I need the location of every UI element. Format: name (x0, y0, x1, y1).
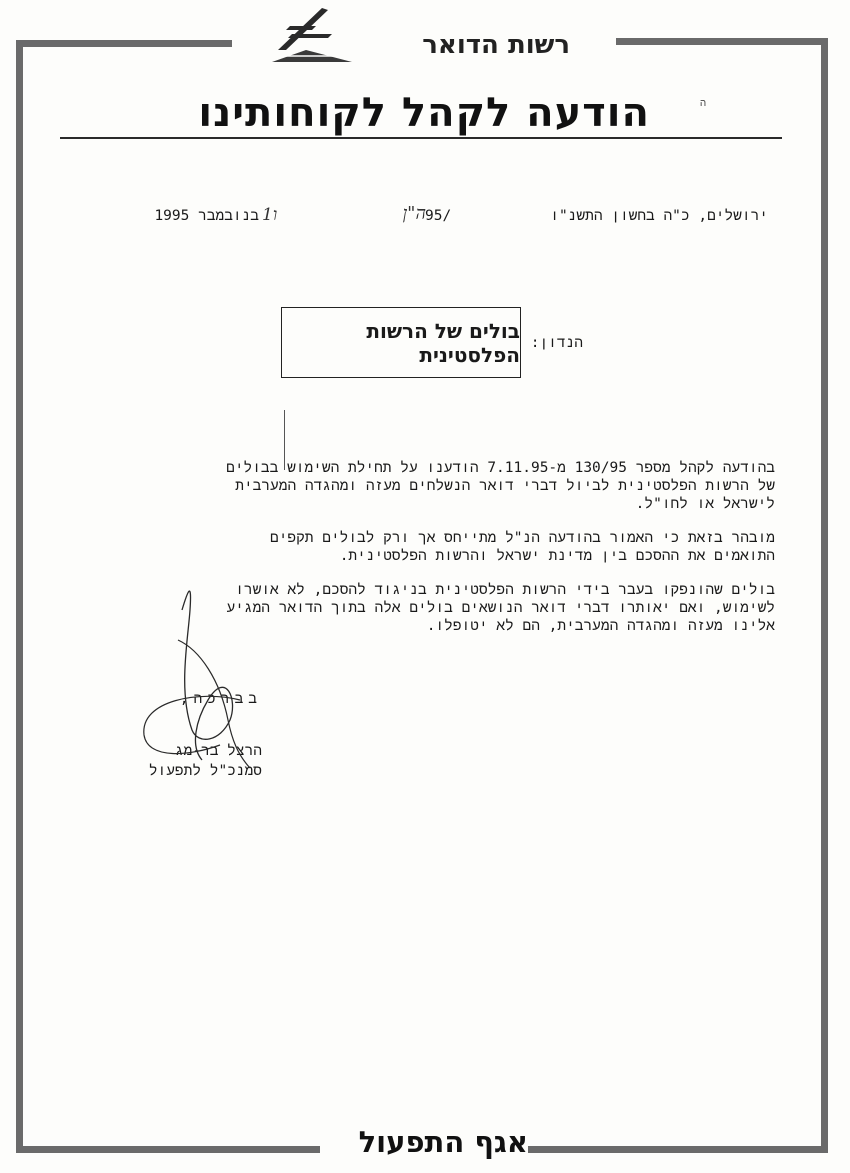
subject-title: בולים של הרשות הפלסטינית (366, 318, 520, 367)
frame-left (16, 40, 23, 1153)
signatory-title: סמנכ"ל לתפעול (148, 763, 262, 779)
body-paragraph-1-line-1: בהודעה לקהל מספר 130/95 מ-7.11.95 הודענו על תחילת השימוש בבולים (226, 460, 775, 476)
frame-top-left (16, 40, 232, 47)
body-paragraph-2-line-1: מובהר בזאת כי האמור בהודעה הנ"ל מתייחס אך ורק לבולים תקפים (270, 530, 775, 546)
body-paragraph-1-line-2: של הרשות הפלסטינית לביול דברי דואר הנשלחים מעזה ומהגדה המערבית (235, 478, 775, 494)
handwritten-signature (130, 570, 270, 770)
header-divider (60, 137, 782, 139)
frame-top-right (616, 38, 828, 45)
subject-label: הנדון: (530, 335, 583, 351)
subject-box (281, 307, 521, 378)
place-hebrew-date: ירושלים, כ"ה בחשון התשנ"ו (550, 208, 768, 224)
body-paragraph-2-line-2: התואמים את ההסכם בין מדינת ישראל והרשות הפלסטינית. (339, 548, 775, 564)
body-paragraph-3-line-2: לשימוש, ואם יאותרו דברי דואר הנושאים בולים אלה בתוך הדואר המגיע (226, 600, 775, 616)
page-title: הודעה לקהל לקוחותינו (198, 90, 650, 136)
frame-bottom-right (528, 1146, 828, 1153)
frame-right (821, 38, 828, 1153)
body-paragraph-1-line-3: לישראל או לחו"ל. (635, 496, 775, 512)
reference-number: 95/ (425, 208, 452, 224)
reference-handwritten: ה"ן (402, 203, 426, 224)
logo-text: רשות הדואר (422, 30, 570, 60)
gregorian-date: בנובמבר 1995 (154, 208, 259, 224)
body-paragraph-3-line-1: בולים שהונפקו בעבר בידי הרשות הפלסטינית בניגוד להסכם, לא אושרו (235, 582, 775, 598)
footer-department: אגף התפעול (358, 1125, 528, 1159)
closing-greeting: בברכה, (179, 691, 262, 707)
frame-bottom-left (16, 1146, 320, 1153)
signatory-name: הרצל בר-מג (174, 743, 262, 759)
day-handwritten: 1ו (262, 205, 278, 225)
page-marker: ה (700, 98, 707, 109)
body-paragraph-3-line-3: אלינו מעזה ומהגדה המערבית, הם לא יטופלו. (426, 618, 775, 634)
